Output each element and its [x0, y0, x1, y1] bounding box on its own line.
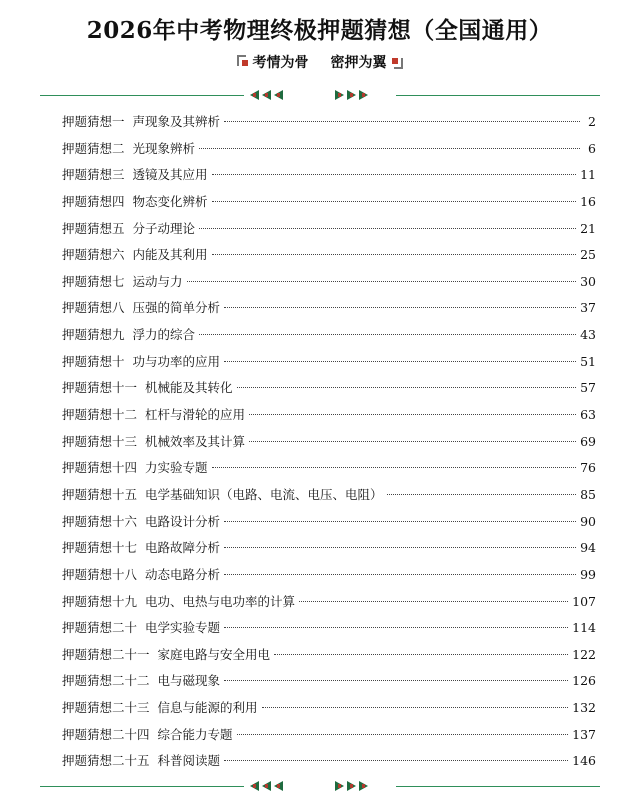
toc-entry-number: 押题猜想三: [62, 167, 125, 183]
left-arrows-icon: [250, 779, 283, 793]
toc-entry-page: 21: [580, 220, 596, 236]
toc-entry-topic: 物态变化辨析: [132, 193, 208, 209]
toc-entry-label: [62, 112, 220, 132]
toc-dot-leader: [224, 521, 576, 522]
toc-entry-number: 押题猜想二十: [62, 620, 138, 636]
toc-entry[interactable]: [62, 352, 596, 379]
toc-entry-page: 69: [580, 433, 596, 449]
toc-dot-leader: [224, 547, 576, 548]
toc-entry-number: 押题猜想十二: [62, 407, 138, 423]
toc-entry[interactable]: [62, 671, 596, 698]
toc-entry-number: 押题猜想一: [62, 114, 125, 129]
toc-entry-label: [62, 219, 195, 239]
toc-entry-topic: 功与功率的应用: [132, 353, 221, 369]
toc-dot-leader: [249, 414, 576, 415]
toc-dot-leader: [224, 760, 568, 761]
toc-entry[interactable]: [62, 272, 596, 299]
toc-entry-label: [62, 272, 183, 292]
toc-entry[interactable]: [62, 592, 596, 619]
toc-entry-number: 押题猜想十四: [62, 460, 138, 476]
subtitle-right: 密押为翼: [330, 55, 387, 71]
toc-entry-topic: 透镜及其应用: [132, 167, 208, 183]
divider-line: [40, 786, 244, 787]
toc-entry-page: 114: [572, 620, 596, 636]
bracket-left-icon: [237, 55, 249, 69]
toc-entry-page: 37: [580, 300, 596, 316]
toc-entry-number: 押题猜想九: [62, 327, 125, 343]
toc-entry-page: 107: [572, 593, 596, 609]
toc-dot-leader: [274, 654, 568, 655]
toc-entry-label: [62, 245, 208, 265]
bracket-right-icon: [391, 55, 403, 69]
divider-line: [396, 786, 600, 787]
toc-entry-topic: 动态电路分析: [145, 566, 221, 582]
toc-entry-number: 押题猜想二十二: [62, 673, 150, 689]
toc-entry-number: 押题猜想十七: [62, 540, 138, 556]
toc-entry-number: 押题猜想二: [62, 140, 125, 156]
toc-entry-number: 押题猜想十一: [62, 380, 138, 396]
toc-entry-topic: 压强的简单分析: [132, 300, 221, 316]
toc-entry-page: 90: [580, 513, 596, 529]
toc-entry-topic: 内能及其利用: [132, 247, 208, 263]
toc-dot-leader: [299, 601, 568, 602]
toc-entry-page: 99: [580, 566, 596, 582]
toc-entry-number: 押题猜想八: [62, 300, 125, 316]
toc-entry-topic: 力实验专题: [145, 460, 208, 476]
toc-entry-page: 94: [580, 540, 596, 556]
toc-entry-page: 122: [572, 646, 596, 662]
toc-entry-label: [62, 512, 220, 532]
toc-entry-label: [62, 192, 208, 212]
toc-entry-label: [62, 618, 220, 638]
toc-entry-label: [62, 565, 220, 585]
toc-entry[interactable]: [62, 378, 596, 405]
toc-entry-label: [62, 751, 220, 771]
toc-entry-topic: 杠杆与滑轮的应用: [145, 407, 246, 423]
toc-dot-leader: [199, 334, 576, 335]
toc-entry-page: 25: [580, 247, 596, 263]
toc-entry-label: [62, 725, 233, 745]
toc-entry[interactable]: [62, 139, 596, 166]
toc-entry-number: 押题猜想二十五: [62, 753, 150, 769]
toc-entry[interactable]: [62, 219, 596, 246]
toc-entry-page: 6: [588, 140, 596, 156]
toc-entry-label: [62, 592, 295, 612]
toc-entry-label: [62, 645, 270, 665]
toc-dot-leader: [212, 174, 577, 175]
toc-entry[interactable]: [62, 298, 596, 325]
toc-entry[interactable]: [62, 512, 596, 539]
toc-dot-leader: [237, 734, 569, 735]
toc-dot-leader: [199, 148, 580, 149]
toc-entry-topic: 信息与能源的利用: [157, 700, 258, 716]
toc-entry-page: 11: [580, 167, 596, 183]
left-arrows-icon: [250, 88, 283, 102]
toc-entry-number: 押题猜想十六: [62, 513, 138, 529]
toc-entry-topic: 科普阅读题: [157, 753, 221, 769]
toc-entry-label: [62, 458, 208, 478]
toc-dot-leader: [224, 680, 568, 681]
toc-dot-leader: [212, 254, 577, 255]
toc-entry-label: [62, 485, 383, 505]
divider-line: [396, 95, 600, 96]
toc-entry-page: 43: [580, 327, 596, 343]
toc-dot-leader: [387, 494, 577, 495]
toc-entry-page: 132: [572, 700, 596, 716]
toc-entry-number: 押题猜想二十三: [62, 700, 150, 716]
toc-entry-topic: 浮力的综合: [132, 327, 196, 343]
toc-entry-label: [62, 378, 233, 398]
toc-dot-leader: [187, 281, 577, 282]
toc-dot-leader: [224, 121, 580, 122]
toc-entry-topic: 电路设计分析: [145, 513, 221, 529]
toc-dot-leader: [262, 707, 569, 708]
toc-entry-number: 押题猜想十五: [62, 486, 138, 502]
toc-dot-leader: [212, 467, 577, 468]
subtitle-left: 考情为骨: [252, 55, 309, 71]
table-of-contents: [62, 112, 596, 778]
toc-entry-label: [62, 432, 245, 452]
toc-entry-page: 63: [580, 407, 596, 423]
toc-entry-number: 押题猜想十: [62, 353, 125, 369]
toc-entry-number: 押题猜想四: [62, 193, 125, 209]
toc-entry-label: [62, 538, 220, 558]
toc-entry-topic: 声现象及其辨析: [132, 114, 221, 129]
bottom-divider: [40, 779, 600, 793]
toc-entry-page: 2: [588, 114, 596, 129]
toc-dot-leader: [249, 441, 576, 442]
toc-entry-page: 30: [580, 273, 596, 289]
toc-entry-page: 137: [572, 726, 596, 742]
toc-dot-leader: [237, 387, 577, 388]
toc-entry-topic: 运动与力: [132, 273, 183, 289]
toc-entry-label: [62, 352, 220, 372]
toc-entry-number: 押题猜想六: [62, 247, 125, 263]
toc-entry-topic: 电与磁现象: [157, 673, 221, 689]
toc-entry-page: 76: [580, 460, 596, 476]
toc-entry[interactable]: [62, 405, 596, 432]
toc-entry-label: [62, 165, 208, 185]
toc-entry-number: 押题猜想二十一: [62, 646, 150, 662]
toc-entry-topic: 机械能及其转化: [145, 380, 233, 396]
toc-entry-number: 押题猜想五: [62, 220, 125, 236]
toc-entry-page: 85: [580, 486, 596, 502]
toc-entry-number: 押题猜想七: [62, 273, 125, 289]
toc-entry-topic: 电学基础知识（电路、电流、电压、电阻）: [145, 486, 383, 502]
toc-dot-leader: [199, 228, 576, 229]
top-divider: [40, 88, 600, 102]
subtitle: [0, 52, 639, 72]
toc-entry-label: [62, 298, 220, 318]
toc-entry-topic: 机械效率及其计算: [145, 433, 246, 449]
toc-entry[interactable]: [62, 698, 596, 725]
right-arrows-icon: [335, 779, 368, 793]
toc-entry-label: [62, 139, 195, 159]
toc-dot-leader: [224, 574, 576, 575]
toc-entry[interactable]: [62, 645, 596, 672]
toc-entry-page: 146: [572, 753, 596, 769]
page-title: 2026年中考物理终极押题猜想（全国通用）: [86, 17, 553, 44]
toc-entry-page: 126: [572, 673, 596, 689]
toc-entry-topic: 家庭电路与安全用电: [157, 646, 271, 662]
toc-entry-page: 16: [580, 193, 596, 209]
toc-entry[interactable]: [62, 618, 596, 645]
toc-dot-leader: [212, 201, 577, 202]
toc-entry[interactable]: [62, 458, 596, 485]
toc-dot-leader: [224, 307, 576, 308]
toc-entry[interactable]: [62, 725, 596, 752]
toc-entry-number: 押题猜想十九: [62, 593, 138, 609]
toc-entry[interactable]: [62, 325, 596, 352]
toc-entry-topic: 电学实验专题: [145, 620, 221, 636]
toc-entry[interactable]: [62, 245, 596, 272]
divider-line: [40, 95, 244, 96]
toc-entry[interactable]: [62, 751, 596, 778]
toc-entry-topic: 光现象辨析: [132, 140, 196, 156]
toc-entry-number: 押题猜想十八: [62, 566, 138, 582]
toc-entry-label: [62, 671, 220, 691]
toc-entry[interactable]: [62, 165, 596, 192]
toc-entry-label: [62, 405, 245, 425]
toc-entry[interactable]: [62, 565, 596, 592]
toc-dot-leader: [224, 361, 576, 362]
toc-entry-topic: 分子动理论: [132, 220, 196, 236]
toc-entry-label: [62, 698, 258, 718]
toc-entry-number: 押题猜想二十四: [62, 726, 150, 742]
toc-entry-topic: 电路故障分析: [145, 540, 221, 556]
toc-entry[interactable]: [62, 192, 596, 219]
right-arrows-icon: [335, 88, 368, 102]
toc-entry-topic: 电功、电热与电功率的计算: [145, 593, 296, 609]
toc-entry[interactable]: [62, 432, 596, 459]
toc-dot-leader: [224, 627, 568, 628]
toc-entry-page: 51: [580, 353, 596, 369]
toc-entry[interactable]: [62, 485, 596, 512]
toc-entry[interactable]: [62, 112, 596, 139]
toc-entry-page: 57: [580, 380, 596, 396]
toc-entry-label: [62, 325, 195, 345]
toc-entry-number: 押题猜想十三: [62, 433, 138, 449]
toc-entry[interactable]: [62, 538, 596, 565]
toc-entry-topic: 综合能力专题: [157, 726, 233, 742]
